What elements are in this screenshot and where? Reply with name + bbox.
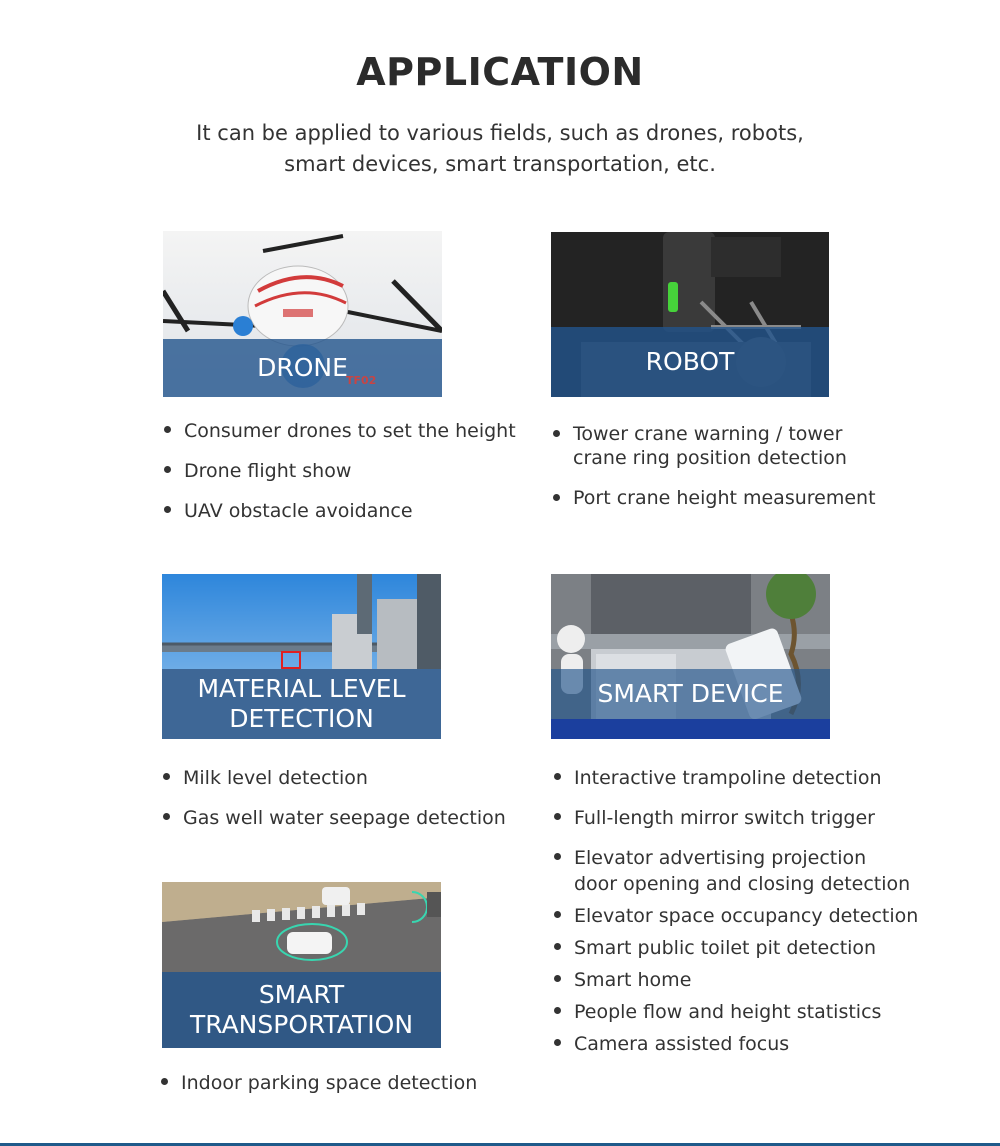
drone-model-text: TF02 <box>346 374 377 387</box>
list-item: Drone flight show <box>163 458 516 484</box>
drone-label: DRONE <box>257 353 348 382</box>
list-item: People flow and height statistics <box>553 999 918 1025</box>
smart-device-list <box>553 765 918 1057</box>
list-item: Interactive trampoline detection <box>553 765 918 791</box>
drone-list <box>163 418 516 524</box>
smart-device-label: SMART DEVICE <box>597 679 784 708</box>
smart-device-card <box>551 574 830 739</box>
list-item: Elevator space occupancy detection <box>553 903 918 929</box>
transport-band <box>162 972 441 1048</box>
material-label: MATERIAL LEVEL DETECTION <box>197 674 406 733</box>
list-item: Full-length mirror switch trigger <box>553 805 918 831</box>
list-item: Tower crane warning / tower crane ring position detection <box>552 422 876 470</box>
smart-device-band <box>551 669 830 719</box>
material-list <box>162 765 506 831</box>
list-item: Consumer drones to set the height <box>163 418 516 444</box>
list-item: Smart home <box>553 967 918 993</box>
robot-list <box>552 422 876 510</box>
page-title: APPLICATION <box>356 50 644 94</box>
list-item: Camera assisted focus <box>553 1031 918 1057</box>
transport-label: SMART TRANSPORTATION <box>189 980 414 1039</box>
drone-band <box>163 339 442 397</box>
list-item: Port crane height measurement <box>552 486 876 510</box>
material-band <box>162 669 441 739</box>
list-item: Indoor parking space detection <box>160 1070 477 1096</box>
list-item: Smart public toilet pit detection <box>553 935 918 961</box>
drone-card <box>163 231 442 397</box>
list-item: UAV obstacle avoidance <box>163 498 516 524</box>
list-item: Elevator advertising projection door opening and closing detection <box>553 845 918 897</box>
list-item: Gas well water seepage detection <box>162 805 506 831</box>
robot-band <box>551 327 829 397</box>
page-subtitle: It can be applied to various fields, such as drones, robots, smart devices, smart transportation, etc. <box>196 121 804 176</box>
list-item: Milk level detection <box>162 765 506 791</box>
material-card <box>162 574 441 739</box>
transport-card <box>162 882 441 1048</box>
robot-card <box>551 232 829 397</box>
robot-label: ROBOT <box>645 347 735 376</box>
transport-list <box>160 1070 477 1096</box>
